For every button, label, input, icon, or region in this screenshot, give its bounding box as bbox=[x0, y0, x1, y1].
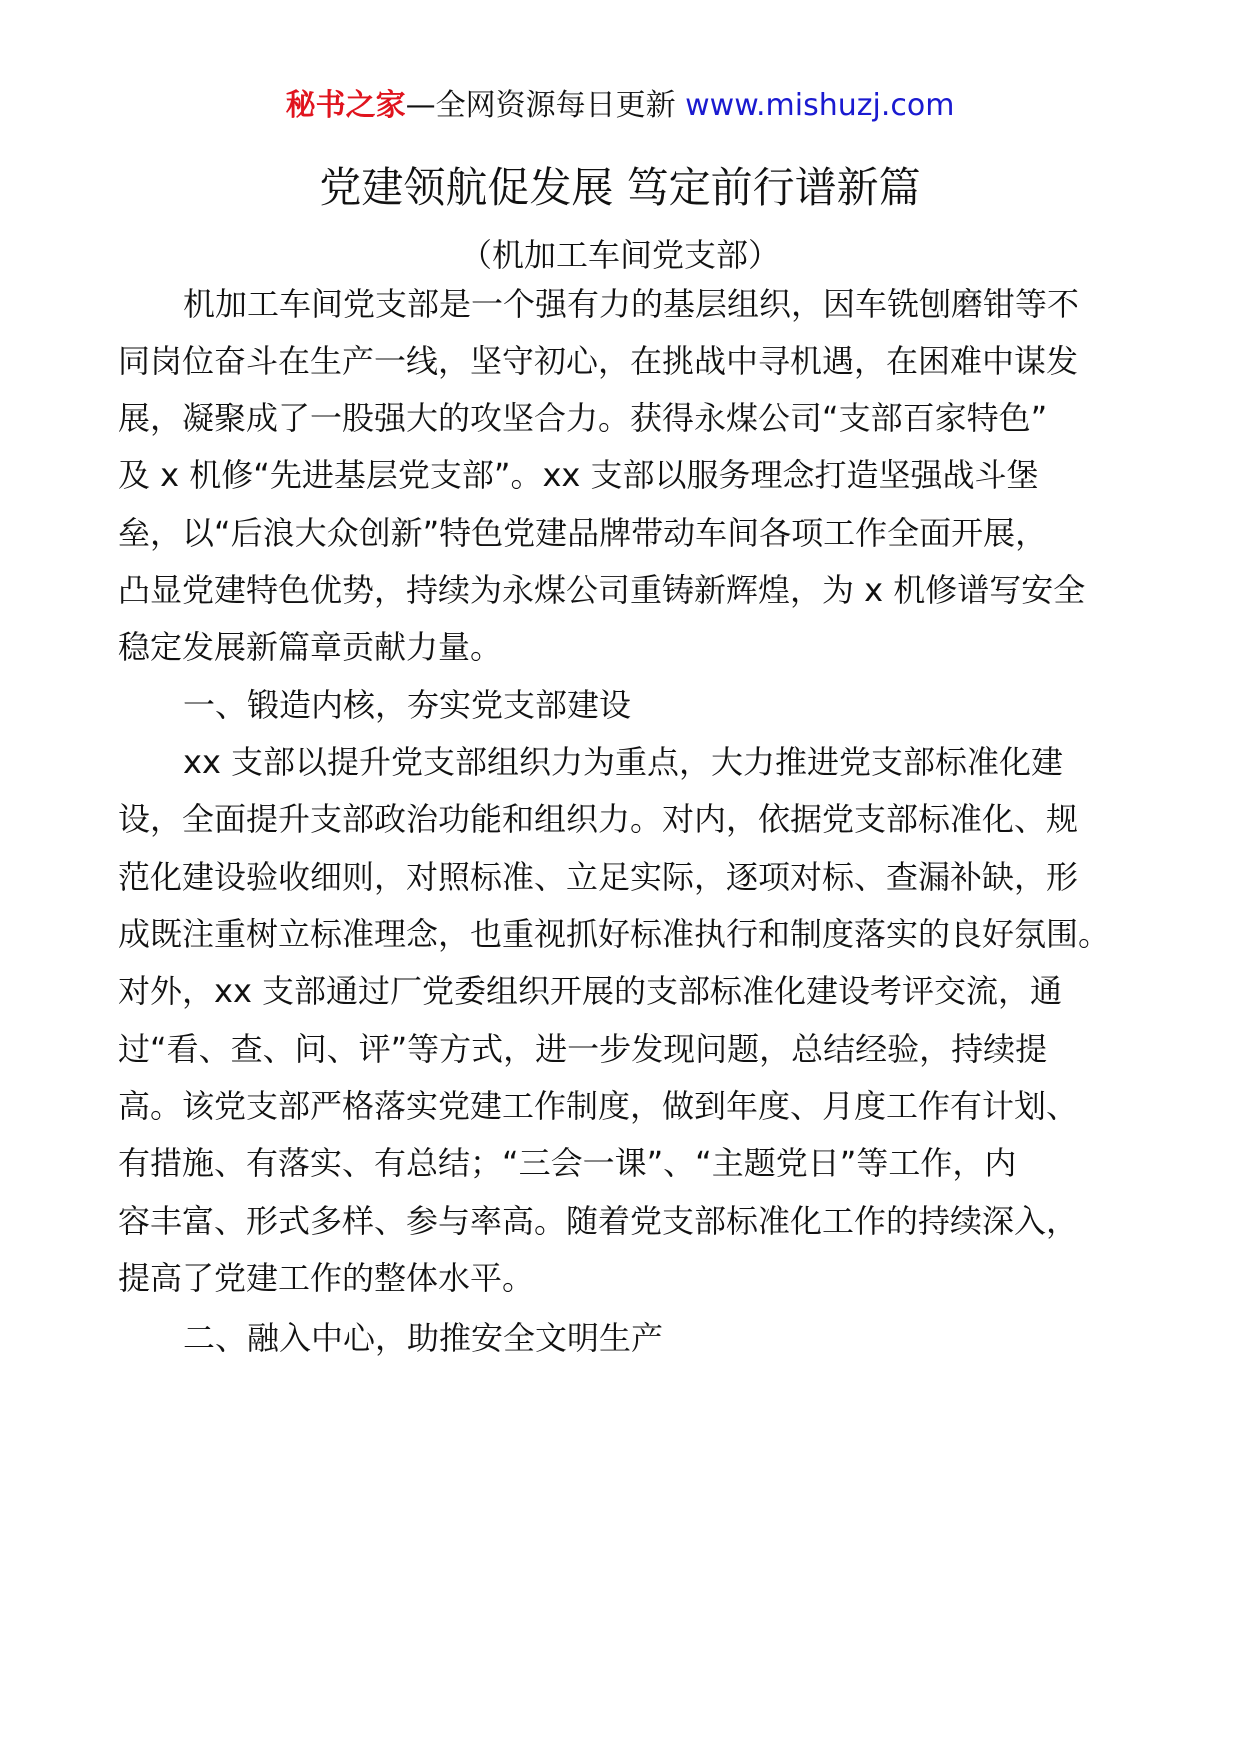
site-url-link[interactable]: www.mishuzj.com bbox=[685, 88, 955, 123]
document-subtitle: （机加工车间党支部） bbox=[459, 236, 780, 274]
paragraph-line: 对外，xx 支部通过厂党委组织开展的支部标准化建设考评交流，通 bbox=[118, 972, 1063, 1010]
paragraph-line: 设，全面提升支部政治功能和组织力。对内，依据党支部标准化、规 bbox=[118, 800, 1079, 838]
paragraph-line: 高。该党支部严格落实党建工作制度，做到年度、月度工作有计划、 bbox=[118, 1087, 1079, 1125]
section-heading: 一、锻造内核，夯实党支部建设 bbox=[183, 686, 632, 724]
document-title: 党建领航促发展 笃定前行谱新篇 bbox=[319, 163, 921, 212]
site-header bbox=[0, 86, 1240, 126]
paragraph-line: 成既注重树立标准理念，也重视抓好标准执行和制度落实的良好氛围。 bbox=[118, 915, 1111, 953]
paragraph-line: 有措施、有落实、有总结；“三会一课”、“主题党日”等工作，内 bbox=[118, 1144, 1017, 1182]
header-tagline: —全网资源每日更新 bbox=[405, 88, 676, 123]
paragraph-line: 机加工车间党支部是一个强有力的基层组织，因车铣刨磨钳等不 bbox=[183, 285, 1080, 323]
paragraph-line: 提高了党建工作的整体水平。 bbox=[118, 1259, 535, 1297]
paragraph-line: 稳定发展新篇章贡献力量。 bbox=[118, 628, 503, 666]
paragraph-line: 垒，以“后浪大众创新”特色党建品牌带动车间各项工作全面开展， bbox=[118, 514, 1048, 552]
paragraph-line: 凸显党建特色优势，持续为永煤公司重铸新辉煌，为 x 机修谱写安全 bbox=[118, 571, 1086, 609]
brand-name: 秘书之家 bbox=[285, 88, 406, 123]
paragraph-line: xx 支部以提升党支部组织力为重点，大力推进党支部标准化建 bbox=[183, 743, 1064, 781]
paragraph-line: 范化建设验收细则，对照标准、立足实际，逐项对标、查漏补缺，形 bbox=[118, 858, 1079, 896]
paragraph-line: 展，凝聚成了一股强大的攻坚合力。获得永煤公司“支部百家特色” bbox=[118, 399, 1048, 437]
paragraph-line: 同岗位奋斗在生产一线，坚守初心，在挑战中寻机遇，在困难中谋发 bbox=[118, 342, 1079, 380]
paragraph-line: 过“看、查、问、评”等方式，进一步发现问题，总结经验，持续提 bbox=[118, 1030, 1048, 1068]
section-heading: 二、融入中心，助推安全文明生产 bbox=[183, 1319, 664, 1357]
paragraph-line: 容丰富、形式多样、参与率高。随着党支部标准化工作的持续深入， bbox=[118, 1202, 1079, 1240]
paragraph-line: 及 x 机修“先进基层党支部”。xx 支部以服务理念打造坚强战斗堡 bbox=[118, 456, 1039, 494]
